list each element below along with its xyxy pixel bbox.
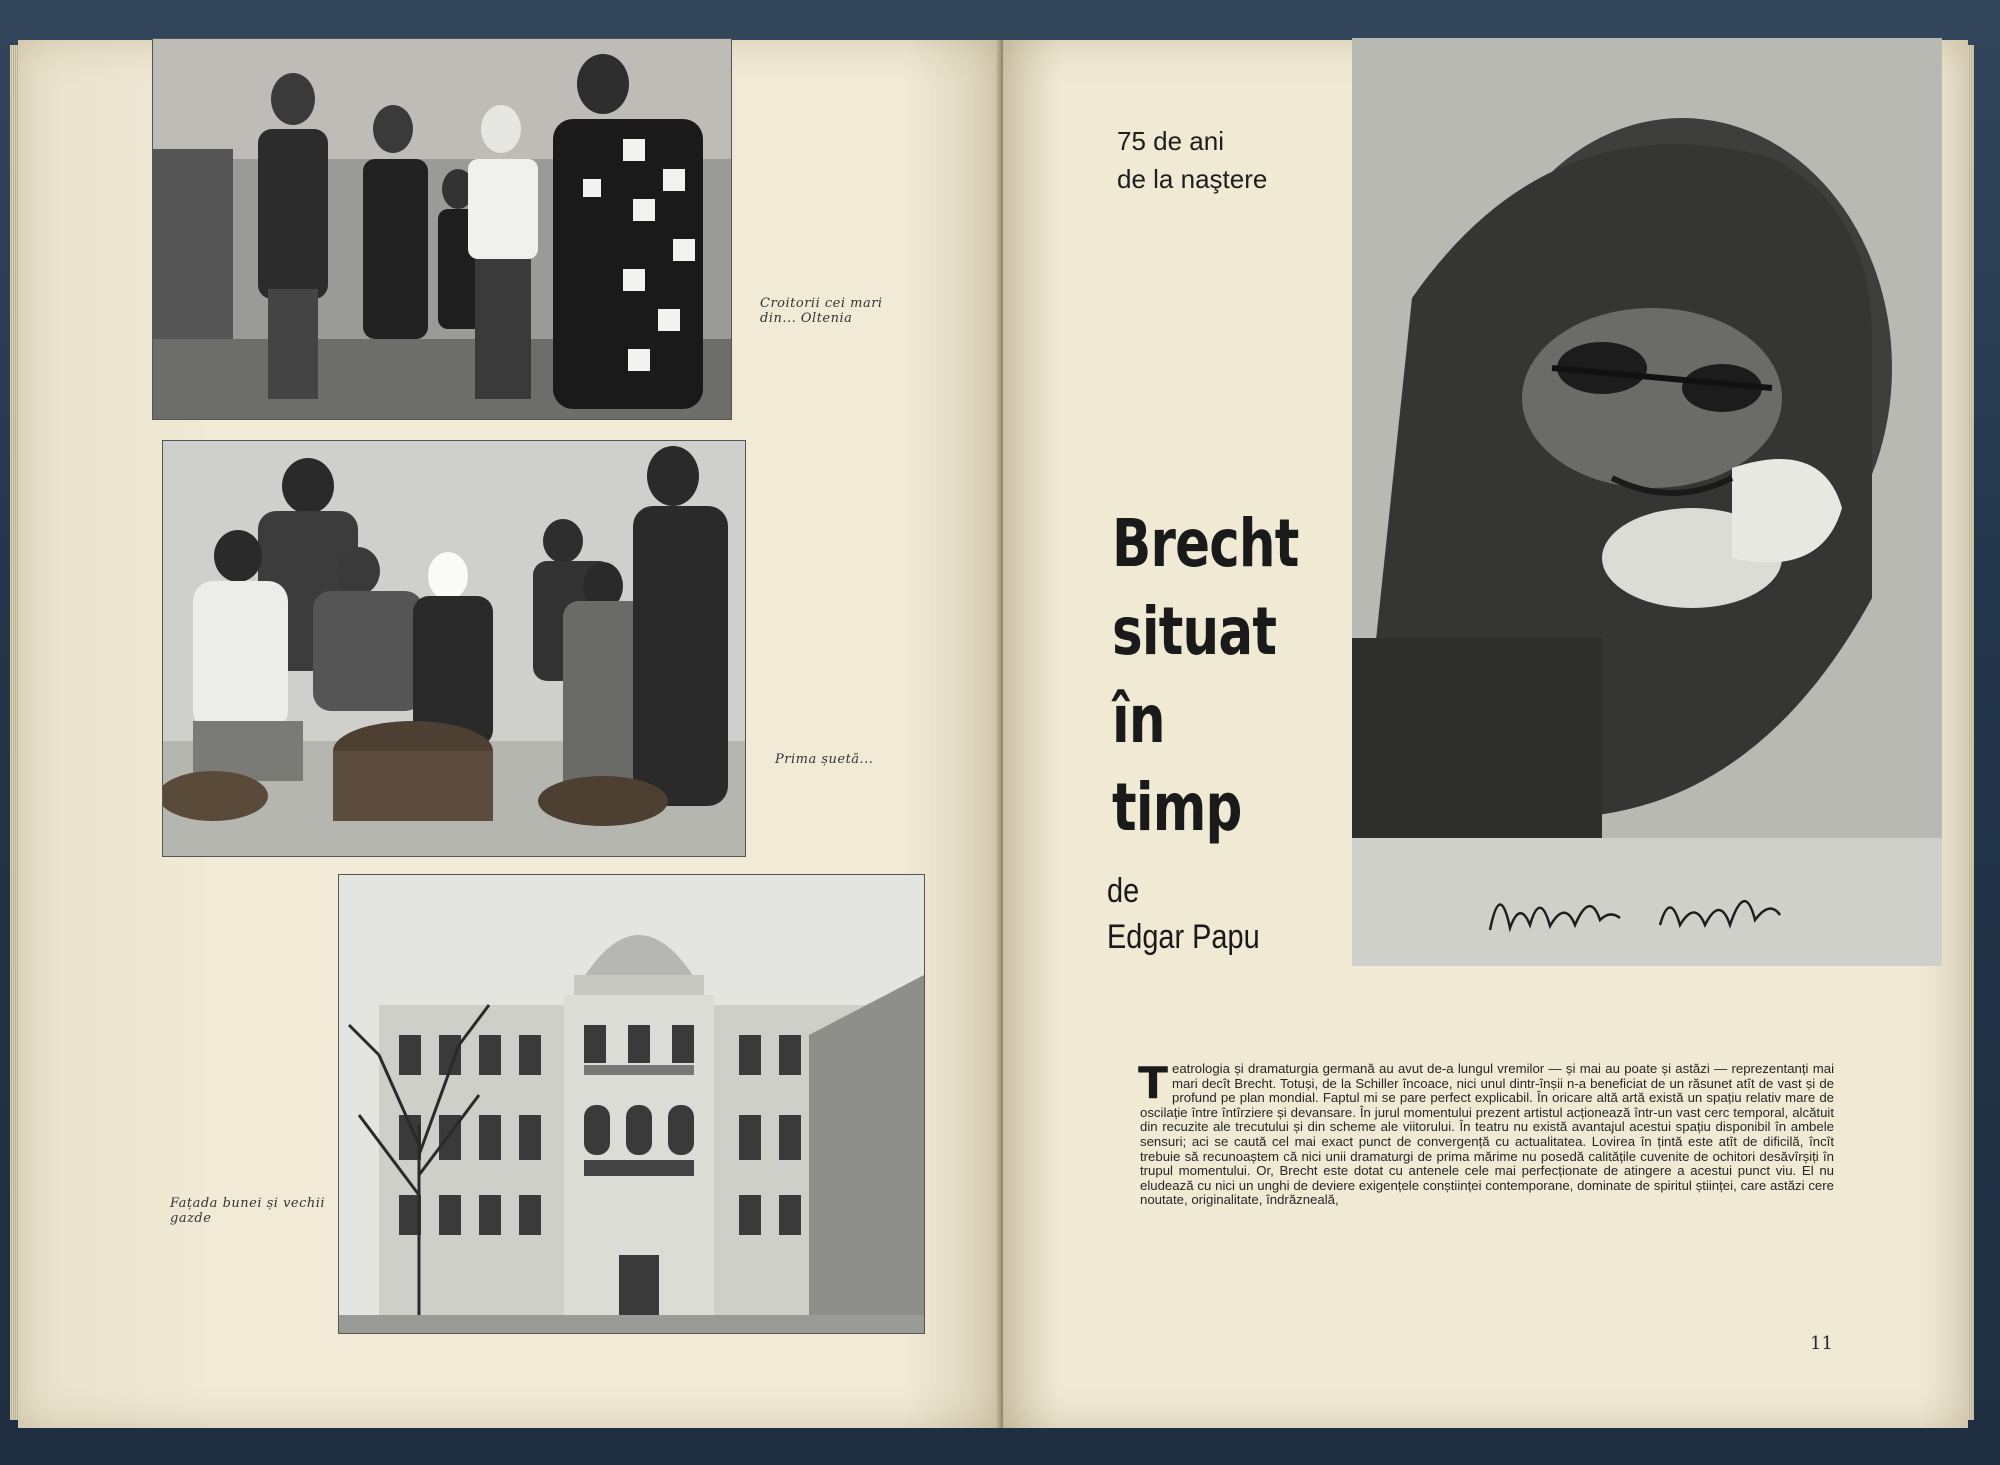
photo-brecht-portrait [1352,38,1942,966]
caption-tailors: Croitorii cei mari din... Oltenia [760,296,883,326]
photo-gathering [162,440,746,857]
article-headline [1112,500,1307,852]
article-body [1138,1058,1834,1208]
left-page-edges [10,45,18,1420]
page-number: 11 [1810,1333,1833,1354]
article-kicker [1117,122,1337,198]
kicker-line-2: de la naştere [1117,164,1268,194]
headline-line-3: în timp [1112,681,1242,846]
article-byline [1107,868,1260,960]
brecht-signature [1480,870,1810,950]
caption-gathering: Prima șuetă... [775,752,874,767]
byline-line-1: de [1107,872,1140,910]
kicker-line-1: 75 de ani [1117,126,1224,156]
headline-line-1: Brecht [1112,505,1299,582]
photo-tailors [152,38,732,420]
article-dropcap: T [1138,1058,1169,1109]
caption-theatre-facade: Fațada bunei și vechii gazde [170,1196,326,1226]
article-text: eatrologia și dramaturgia germană au avut de-a lungul vremilor — și mai au poate și astăzi — reprezentanți mai mari decît Brecht. Totuși, de la Schiller încoace, nici unul dintr-înșii n-a beneficiat de un răsunet atît de vast și de profund pe plan mondial. Faptul mi se pare perfect explicabil. În oricare altă artă există un spațiu relativ mare de oscilație între întîrziere și devansare. În jurul momentului prezent artistul acționează într-un vast cerc temporal, alcătuit din recuzite ale trecutului și din scheme ale viitorului. În teatru nu există avantajul acestui spațiu disponibil în ambele sensuri; aci se caută cel mai exact punct de convergență cu actualitatea. Lovirea în țintă este atît de dificilă, încît trebuie să recunoaștem că nici unii dramaturgi de prima mărime nu posedă calitățile cuvenite de ochitori desăvîrșiți în trupul momentului. Or, Brecht este dotat cu antenele cele mai perfecționate de atingere a acestui punct viu. El nu eludează cu nici un unghi de deviere exigențele conștiinței contemporane, dominate de spiritul științei, care astăzi cere noutate, originalitate, îndrăzneală, [1140,1061,1834,1208]
photo-theatre-facade [338,874,925,1334]
byline-author: Edgar Papu [1107,918,1260,956]
headline-line-2: situat [1112,593,1277,670]
